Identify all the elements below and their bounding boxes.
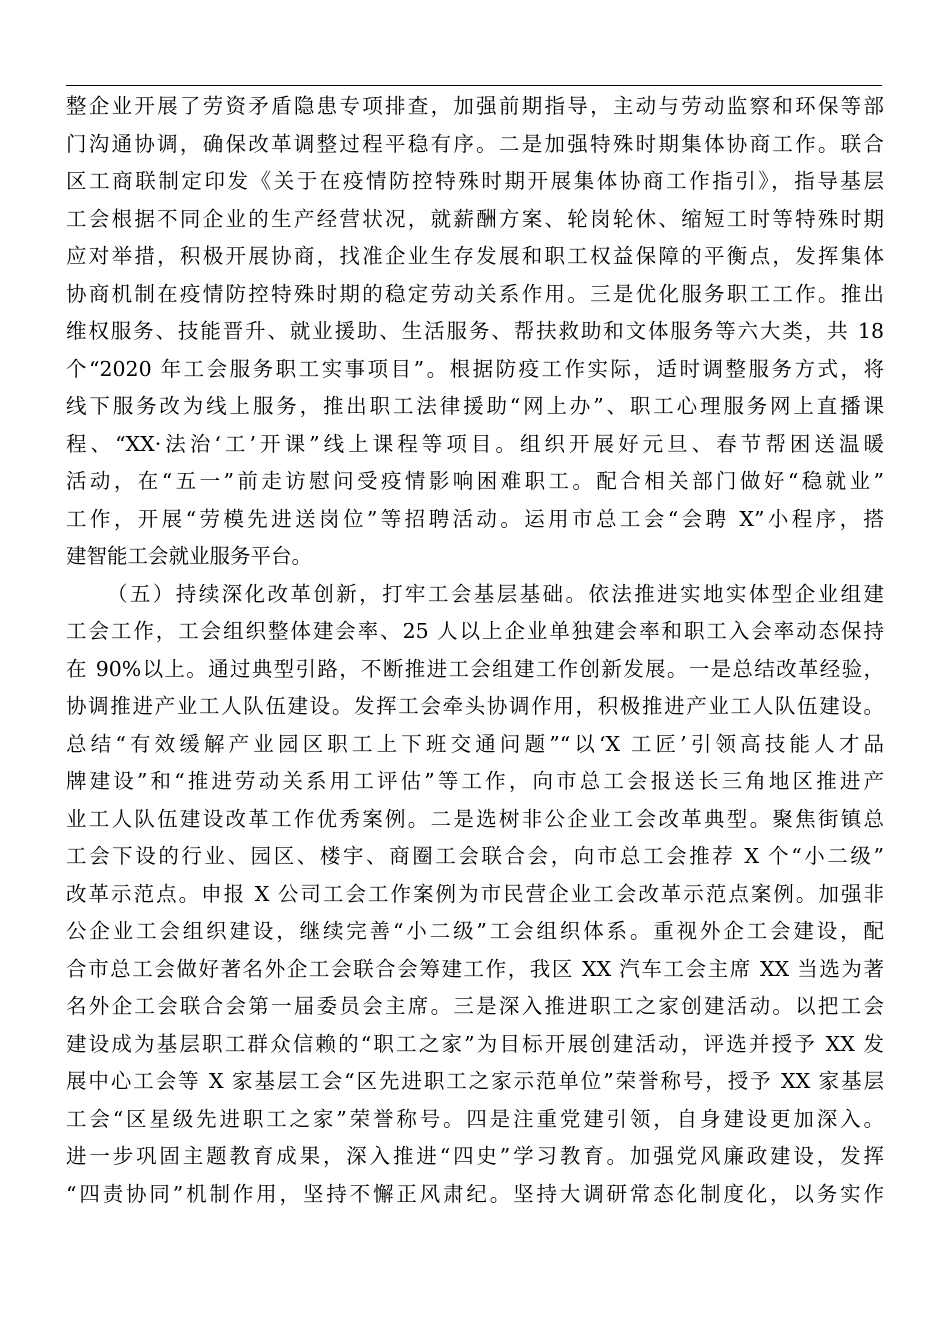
- text-line: 总结“有效缓解产业园区职工上下班交通问题”“以‘X 工匠’引领高技能人才品: [66, 731, 884, 756]
- text-line: 工会工作，工会组织整体建会率、25 人以上企业单独建会率和职工入会率动态保持: [66, 619, 884, 643]
- text-line: 个“2020 年工会服务职工实事项目”。根据防疫工作实际，适时调整服务方式，将: [66, 356, 884, 381]
- paragraph-2: [66, 576, 884, 1214]
- text-line: 公企业工会组织建设，继续完善“小二级”工会组织体系。重视外企工会建设，配: [66, 919, 884, 943]
- text-line: 建智能工会就业服务平台。: [66, 544, 312, 568]
- text-line: 维权服务、技能晋升、就业援助、生活服务、帮扶救助和文体服务等六大类，共 18: [66, 319, 884, 343]
- text-line: 在 90%以上。通过典型引路，不断推进工会组建工作创新发展。一是总结改革经验，: [66, 656, 884, 681]
- text-line: 活动，在“五一”前走访慰问受疫情影响困难职工。配合相关部门做好“稳就业”: [66, 469, 884, 493]
- text-line: 工作，开展“劳模先进送岗位”等招聘活动。运用市总工会“会聘 X”小程序，搭: [66, 506, 884, 531]
- paragraph-1: [66, 88, 884, 576]
- text-line: 应对举措，积极开展协商，找准企业生存发展和职工权益保障的平衡点，发挥集体: [66, 244, 884, 268]
- text-line: 工会“区星级先进职工之家”荣誉称号。四是注重党建引领，自身建设更加深入。: [66, 1106, 884, 1131]
- text-line: 协商机制在疫情防控特殊时期的稳定劳动关系作用。三是优化服务职工工作。推出: [66, 281, 884, 306]
- text-line: 区工商联制定印发《关于在疫情防控特殊时期开展集体协商工作指引》，指导基层: [66, 169, 884, 193]
- document-body: [66, 88, 884, 1213]
- text-line: （五）持续深化改革创新，打牢工会基层基础。依法推进实地实体型企业组建: [107, 581, 884, 606]
- header-rule: [66, 85, 882, 86]
- text-line: 建设成为基层职工群众信赖的“职工之家”为目标开展创建活动，评选并授予 XX 发: [66, 1031, 884, 1056]
- text-line: 协调推进产业工人队伍建设。发挥工会牵头协调作用，积极推进产业工人队伍建设。: [66, 694, 884, 718]
- text-line: 整企业开展了劳资矛盾隐患专项排查，加强前期指导，主动与劳动监察和环保等部: [66, 94, 884, 118]
- text-line: 门沟通协调，确保改革调整过程平稳有序。二是加强特殊时期集体协商工作。联合: [66, 131, 884, 156]
- text-line: 程、“XX·法治‘工’开课”线上课程等项目。组织开展好元旦、春节帮困送温暖: [66, 431, 884, 456]
- text-line: 合市总工会做好著名外企工会联合会筹建工作，我区 XX 汽车工会主席 XX 当选为著: [66, 956, 884, 981]
- text-line: 名外企工会联合会第一届委员会主席。三是深入推进职工之家创建活动。以把工会: [66, 994, 884, 1018]
- text-line: 工会下设的行业、园区、楼宇、商圈工会联合会，向市总工会推荐 X 个“小二级”: [66, 844, 884, 868]
- text-line: 改革示范点。申报 X 公司工会工作案例为市民营企业工会改革示范点案例。加强非: [66, 881, 884, 906]
- text-line: 线下服务改为线上服务，推出职工法律援助“网上办”、职工心理服务网上直播课: [66, 394, 884, 418]
- text-line: 牌建设”和“推进劳动关系用工评估”等工作，向市总工会报送长三角地区推进产: [66, 769, 884, 793]
- text-line: 进一步巩固主题教育成果，深入推进“四史”学习教育。加强党风廉政建设，发挥: [66, 1144, 884, 1168]
- text-line: 业工人队伍建设改革工作优秀案例。二是选树非公企业工会改革典型。聚焦街镇总: [66, 806, 884, 831]
- text-line: “四责协同”机制作用，坚持不懈正风肃纪。坚持大调研常态化制度化，以务实作: [66, 1181, 884, 1206]
- text-line: 展中心工会等 X 家基层工会“区先进职工之家示范单位”荣誉称号，授予 XX 家基层: [66, 1069, 884, 1093]
- text-line: 工会根据不同企业的生产经营状况，就薪酬方案、轮岗轮休、缩短工时等特殊时期: [66, 206, 884, 231]
